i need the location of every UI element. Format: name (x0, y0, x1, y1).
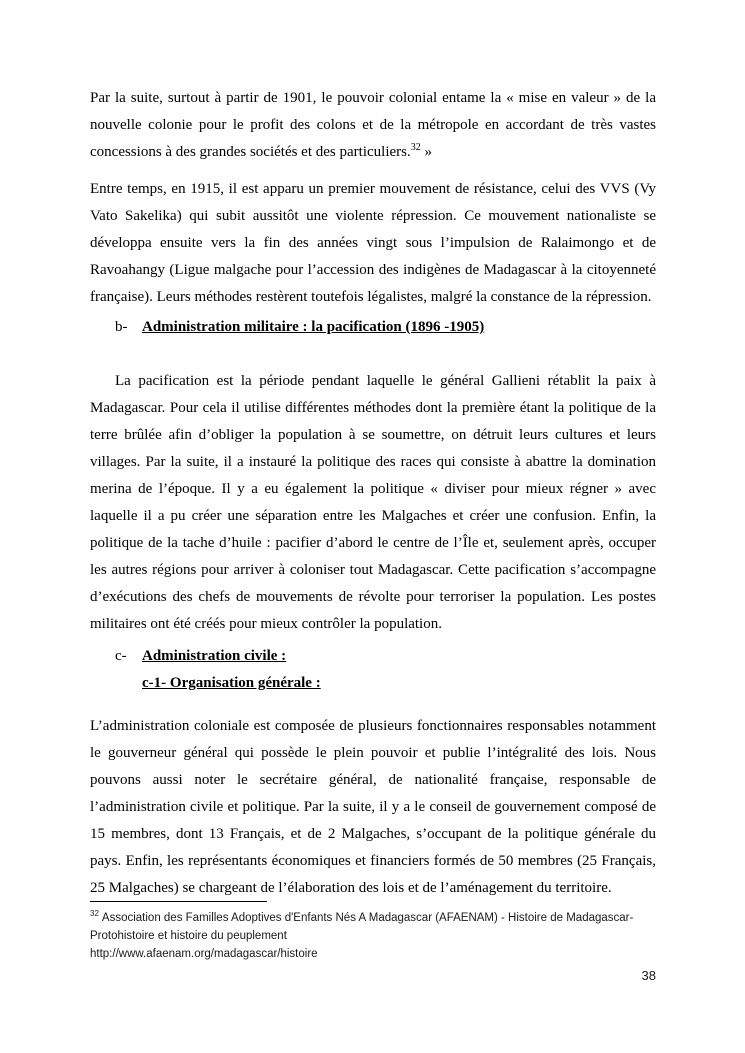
footnote-line-2: Protohistoire et histoire du peuplement (90, 930, 287, 942)
heading-b-label: Administration militaire : la pacification (1896 -1905) (142, 319, 485, 335)
footnote-line-1 (90, 909, 690, 927)
heading-administration-militaire (115, 314, 656, 341)
page-body (90, 85, 656, 902)
footnote-source-text: Association des Familles Adoptives d'Enfants Nés A Madagascar (AFAENAM) - Histoire de Madagascar- (101, 912, 634, 924)
heading-b-marker: b- (115, 319, 128, 335)
footnote-number: 32 (90, 909, 99, 919)
paragraph-mise-en-valeur (90, 85, 656, 166)
footnote-section (90, 901, 690, 963)
paragraph-vvs-resistance: Entre temps, en 1915, il est apparu un premier mouvement de résistance, celui des VVS (Vy Vato Sakelika) qui subit aussitôt une violente répression. Ce mouvement nationaliste se développa ensuite vers la fin des années vingt sous l’impulsion de Ralaimongo et de Ravoahangy (Ligue malgache pour l’accession des indigènes de Madagascar à la citoyenneté française). Leurs méthodes restèrent toutefois légalistes, malgré la constance de la répression. (90, 181, 656, 305)
heading-c-marker: c- (115, 648, 127, 664)
paragraph-text: Par la suite, surtout à partir de 1901, le pouvoir colonial entame la « mise en valeur » de la nouvelle colonie pour le profit des colons et de la métropole en accordant de très vastes concessions à des grandes sociétés et des particuliers. (90, 90, 656, 160)
page-number: 38 (641, 968, 656, 983)
closing-quote: » (420, 144, 432, 160)
paragraph-pacification: La pacification est la période pendant laquelle le général Gallieni rétablit la paix à Madagascar. Pour cela il utilise différentes méthodes dont la première étant la politique de la terre brûlée afin d’obliger la population à se soumettre, on détruit leurs cultures et leurs villages. Par la suite, il a instauré la politique des races qui consiste à abattre la domination merina de l’époque. Il y a eu également la politique « diviser pour mieux régner » avec laquelle il a pu créer une séparation entre les Malgaches et créer une confusion. Enfin, la politique de la tache d’huile : pacifier d’abord le centre de l’Île et, seulement après, occuper les autres régions pour arriver à coloniser tout Madagascar. Cette pacification s’accompagne d’exécutions des chefs de mouvements de révolte pour terroriser la population. Les postes militaires ont été créés pour mieux contrôler la population. (90, 373, 656, 632)
heading-administration-civile (115, 643, 656, 670)
footnote-url: http://www.afaenam.org/madagascar/histoire (90, 948, 318, 960)
footnote-separator-rule (90, 901, 267, 902)
heading-c1-label: c-1- Organisation générale : (142, 675, 321, 691)
paragraph-administration-coloniale: L’administration coloniale est composée de plusieurs fonctionnaires responsables notamment le gouverneur général qui possède le plein pouvoir et publie l’intégralité des lois. Nous pouvons aussi noter le secrétaire général, de nationalité française, responsable de l’administration civile et politique. Par la suite, il y a le conseil de gouvernement composé de 15 membres, dont 13 Français, et de 2 Malgaches, s’occupant de la politique générale du pays. Enfin, les représentants économiques et financiers formés de 50 membres (25 Français, 25 Malgaches) se chargeant de l’élaboration des lois et de l’aménagement du territoire. (90, 718, 656, 896)
heading-c-label: Administration civile : (142, 648, 287, 664)
heading-organisation-generale (142, 670, 656, 697)
footnote-reference-marker: 32 (410, 142, 421, 153)
